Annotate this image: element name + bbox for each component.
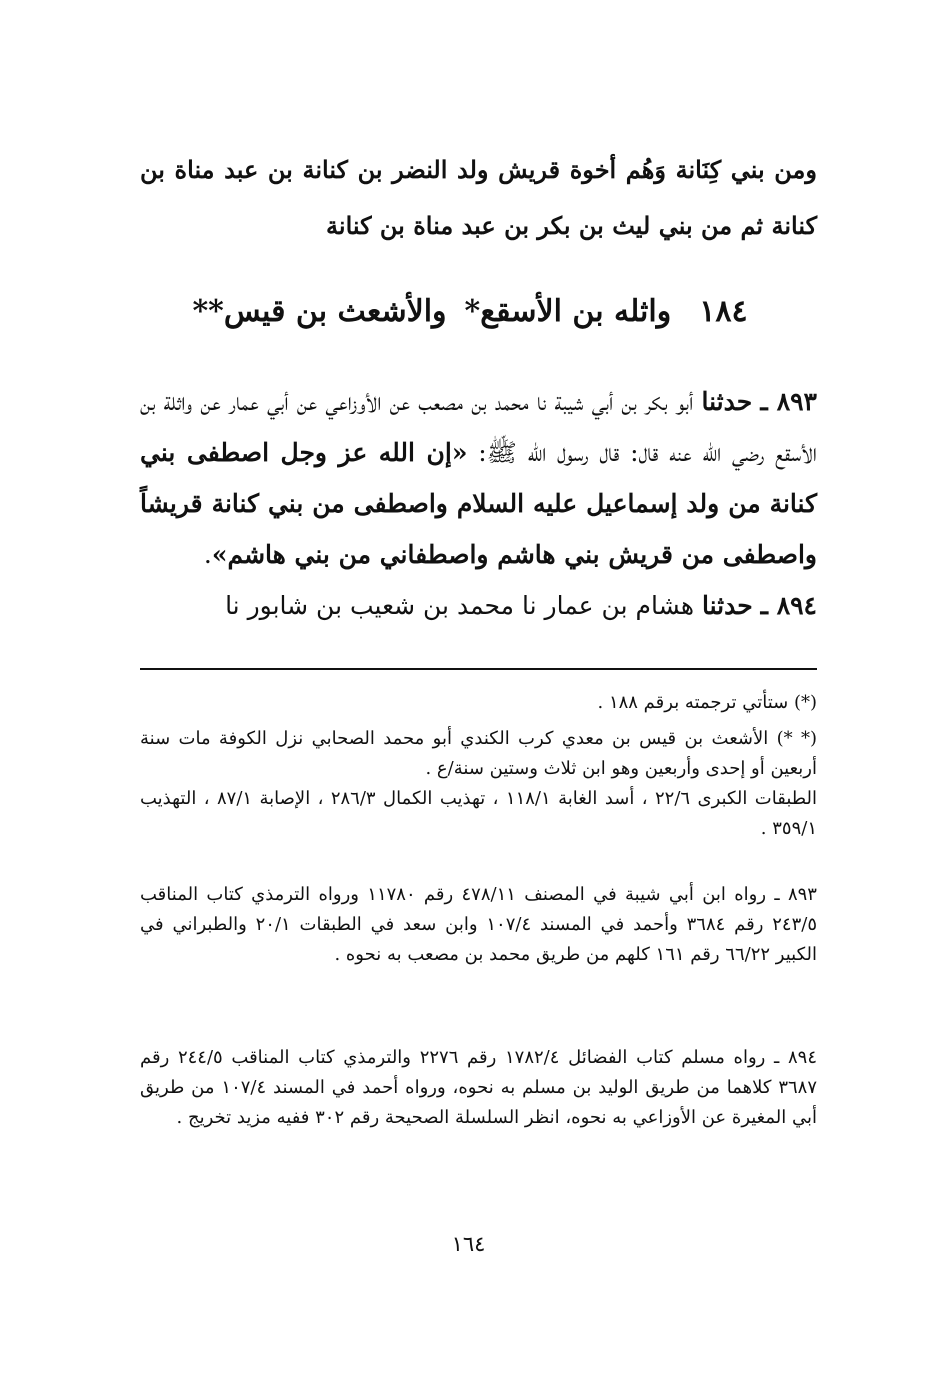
footnote-divider [140, 668, 817, 670]
section-number: ١٨٤ [699, 294, 748, 329]
intro-paragraph: ومن بني كِنَانة وَهُم أخوة قريش ولد النضر بن كنانة بن عبد مناة بن كنانة ثم من بني ليث بن بكر بن عبد مناة بن كنانة [140, 155, 817, 240]
hadith-894 [140, 580, 817, 631]
footnote-893 [140, 880, 817, 970]
hadith-894-text: هشام بن عمار نا محمد بن شعيب بن شابور نا [225, 591, 695, 620]
footnote-1-mark: (*) [793, 692, 817, 713]
footnote-2 [140, 724, 817, 844]
footnote-894-text: رواه مسلم كتاب الفضائل ١٧٨٢/٤ رقم ٢٢٧٦ والترمذي كتاب المناقب ٢٤٤/٥ رقم ٣٦٨٧ كلاهما من طريق الوليد بن مسلم به نحوه، ورواه أحمد في المسند ١٠٧/٤ من طريق أبي المغيرة عن الأوزاعي به نحوه، انظر السلسلة الصحيحة رقم ٣٠٢ ففيه مزيد تخريج . [140, 1047, 817, 1128]
heading-name-wathila: واثله بن الأسقع* [464, 294, 672, 329]
hadith-text [140, 376, 817, 631]
section-heading [160, 282, 780, 342]
footnote-2-mark: (* *) [776, 728, 817, 749]
hadith-893-matn: «إن الله عز وجل اصطفى بني كنانة من ولد إسماعيل عليه السلام واصطفى من بني كنانة قريشاً واصطفى من قريش بني هاشم واصطفاني من بني هاشم» [140, 438, 817, 569]
hadith-893-end: . [203, 540, 212, 569]
footnote-893-text: رواه ابن أبي شيبة في المصنف ٤٧٨/١١ رقم ١١٧٨٠ ورواه الترمذي كتاب المناقب ٢٤٣/٥ رقم ٣٦٨٤ وأحمد في المسند ١٠٧/٤ وابن سعد في الطبقات ٢٠/١ والطبراني في الكبير ٦٦/٢٢ رقم ١٦١ كلهم من طريق محمد بن مصعب به نحوه . [140, 884, 817, 965]
footnote-2-refs: الطبقات الكبرى ٢٢/٦ ، أسد الغابة ١١٨/١ ، تهذيب الكمال ٢٨٦/٣ ، الإصابة ٨٧/١ ، التهذيب ٣٥٩/١ . [140, 788, 818, 839]
footnote-894-mark: ٨٩٤ ـ [774, 1047, 817, 1068]
heading-name-ashath: والأشعث بن قيس** [192, 294, 447, 329]
footnote-1 [140, 688, 817, 718]
footnote-893-mark: ٨٩٣ ـ [774, 884, 817, 905]
footnote-2-text: الأشعث بن قيس بن معدي كرب الكندي أبو محمد الصحابي نزل الكوفة مات سنة أربعين أو إحدى وأربعين وهو ابن ثلاث وستين سنة/ع . [140, 728, 817, 779]
hadith-894-number: ٨٩٤ ـ [760, 591, 817, 620]
hadith-893-isnad: أبو بكر بن أبي شيبة نا محمد بن مصعب عن الأوزاعي عن أبي عمار عن واثلة بن الأسقع رضي الله عنه قال: قال رسول الله ﷺ: [140, 387, 817, 467]
hadith-893-number: ٨٩٣ ـ [760, 387, 817, 416]
hadith-893 [140, 376, 817, 580]
hadith-893-label: حدثنا [701, 387, 753, 416]
footnote-894 [140, 1043, 817, 1133]
page-number: ١٦٤ [451, 1232, 486, 1256]
footnote-1-text: ستأتي ترجمته برقم ١٨٨ . [597, 692, 789, 713]
hadith-894-label: حدثنا [702, 591, 753, 620]
